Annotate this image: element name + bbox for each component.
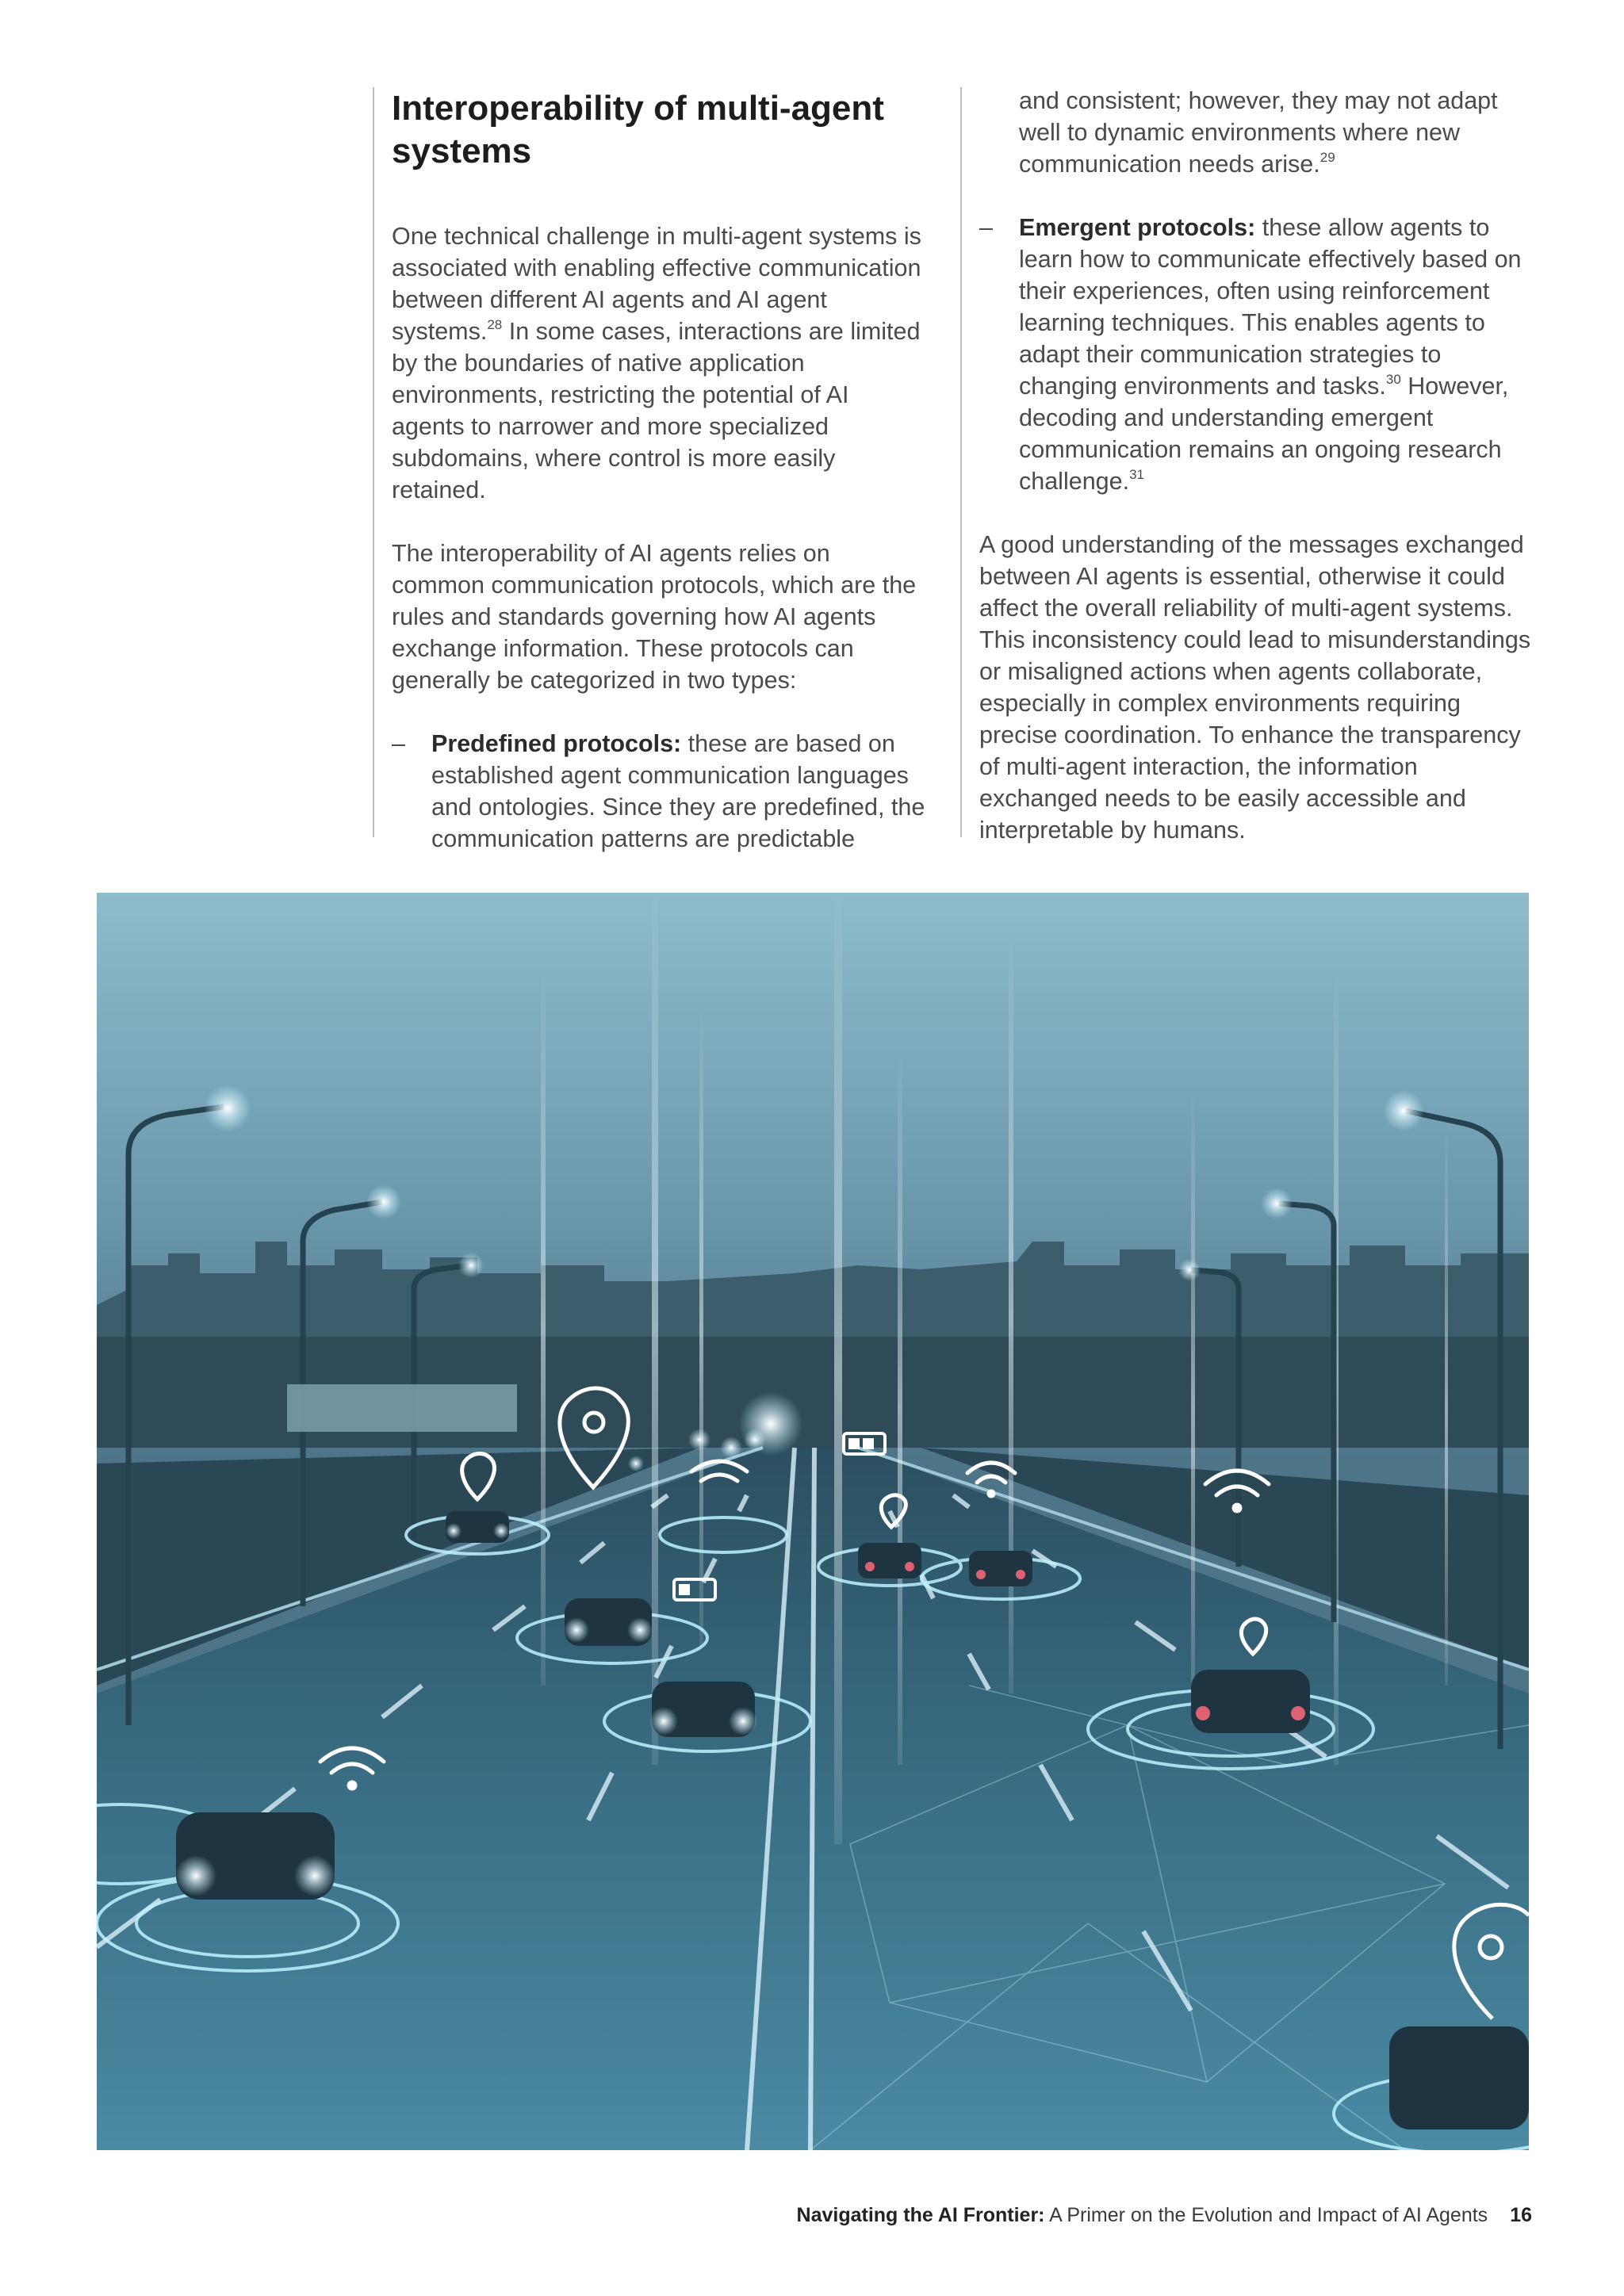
connected-highway-image xyxy=(97,893,1529,2150)
footnote-ref[interactable]: 31 xyxy=(1129,467,1144,482)
page-number: 16 xyxy=(1510,2204,1532,2226)
footnote-ref[interactable]: 29 xyxy=(1320,150,1335,165)
paragraph-challenge: One technical challenge in multi-agent systems is associated with enabling effective communication between different AI agents and AI agent systems.$^{28}$ In some cases, interactions are limited by the boundaries of native application environments, restricting the potential of AI agents to narrower and more specialized subdomains, where control is more easily retained. xyxy=(392,223,921,503)
bullet-emergent-protocols: – Emergent protocols: these allow agents to learn how to communicate effectively based on their experiences, often using reinforcement learning techniques. This enables agents to adapt their communication strategies to changing environments and tasks.$^{30}$ However, decoding and understanding emergent communication remains an ongoing research challenge.$^{31}$ xyxy=(979,212,1539,497)
section-title: Interoperability of multi-agent systems xyxy=(392,89,884,170)
bullet-dash: – xyxy=(979,214,993,241)
bullet-dash: – xyxy=(392,730,405,757)
footer-subtitle: A Primer on the Evolution and Impact of AI Agents xyxy=(1044,2204,1488,2226)
page-footer xyxy=(797,2204,1532,2227)
paragraph-message-understanding: A good understanding of the messages exchanged between AI agents is essential, otherwise it could affect the overall reliability of multi-agent systems. This inconsistency could lead to misunderstandings or misaligned actions when agents collaborate, especially in complex environments requiring precise coordination. To enhance the transparency of multi-agent interaction, the information exchanged needs to be easily accessible and interpretable by humans. xyxy=(979,531,1531,844)
footer-publication-title: Navigating the AI Frontier: xyxy=(796,2204,1045,2226)
footnote-ref[interactable]: 28 xyxy=(487,317,503,332)
footnote-ref[interactable]: 30 xyxy=(1385,372,1401,387)
paragraph-interoperability: The interoperability of AI agents relies on common communication protocols, which are the rules and standards governing how AI agents exchange information. These protocols can generally be categorized in two types: xyxy=(392,540,917,694)
bullet-predefined-protocols: – Predefined protocols: these are based on established agent communication languages and ontologies. Since they are predefined, the communication patterns are predictable xyxy=(392,728,928,855)
bullet-continuation: and consistent; however, they may not adapt well to dynamic environments where new communication needs arise.$^{29}$ xyxy=(1019,87,1498,178)
right-column xyxy=(960,87,1539,844)
left-column xyxy=(373,87,928,852)
